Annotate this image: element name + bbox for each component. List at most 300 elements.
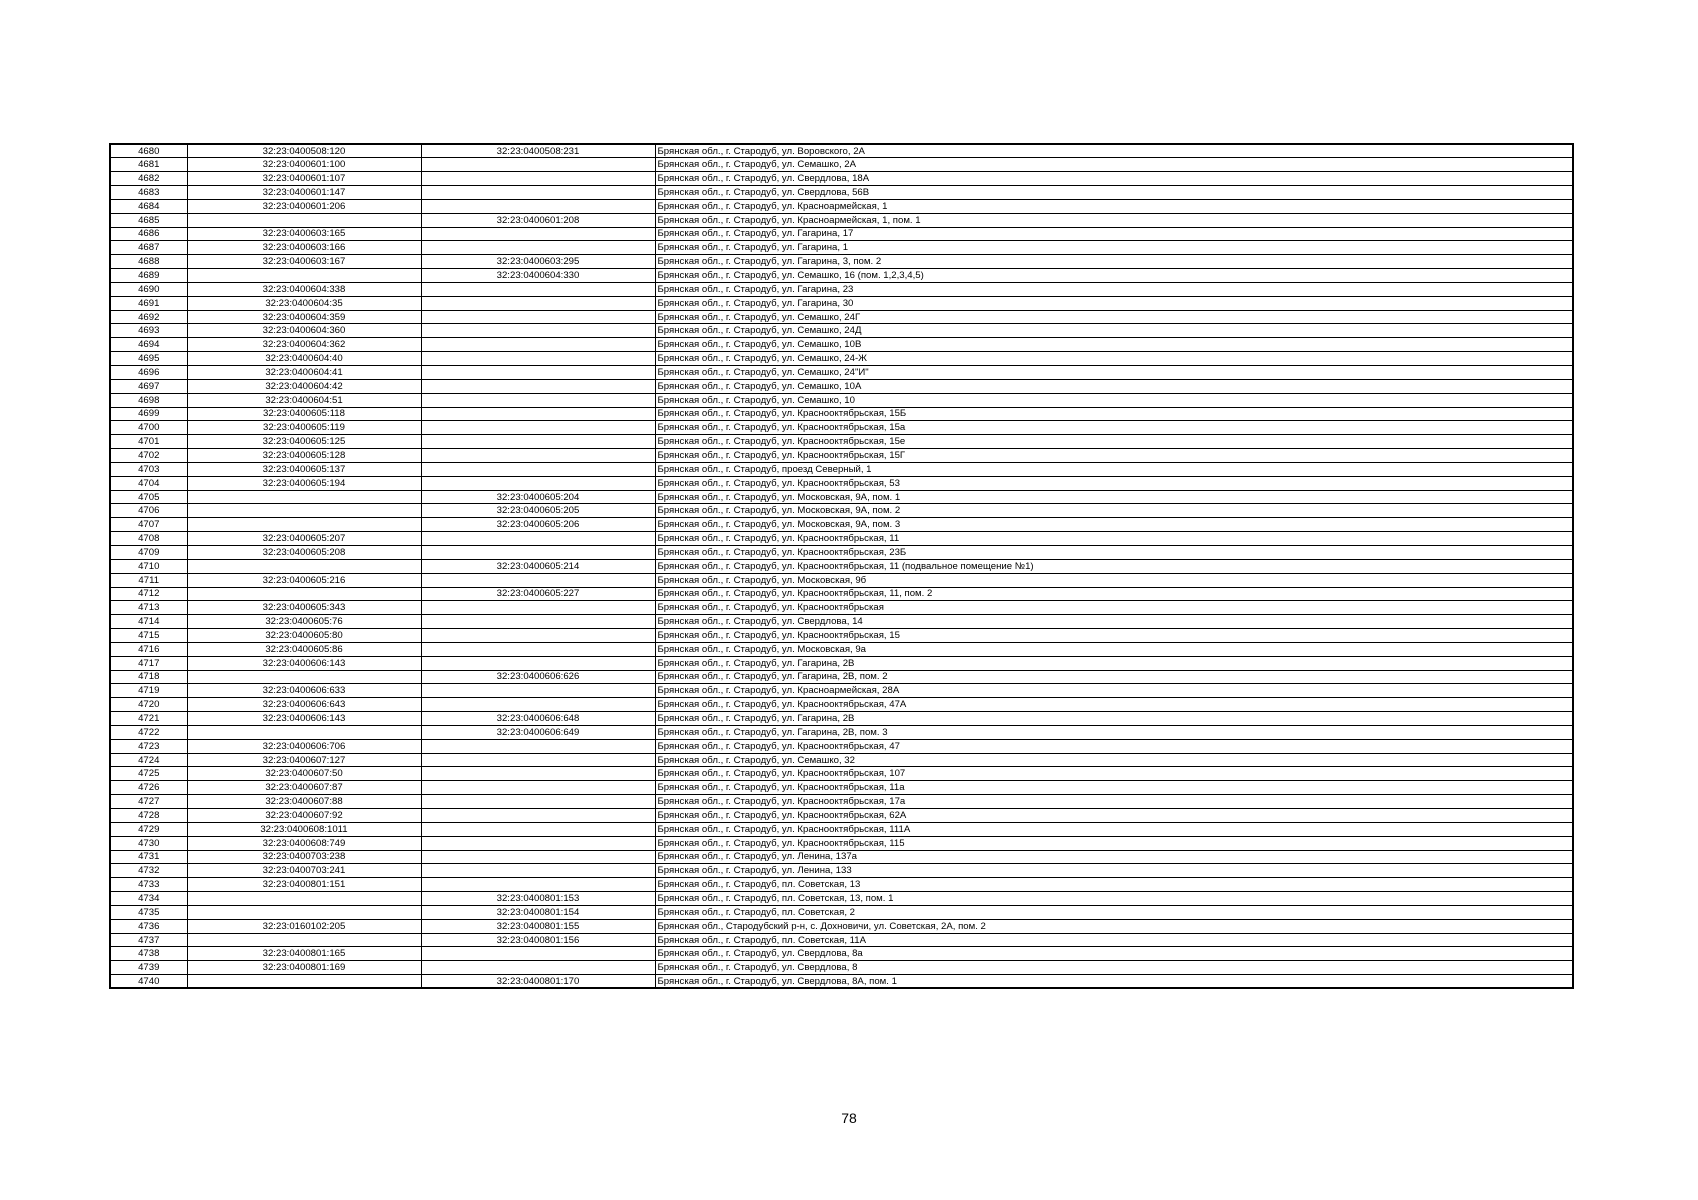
address-cell: Брянская обл., г. Стародуб, ул. Семашко, 10В [655, 338, 1573, 352]
address-cell: Брянская обл., г. Стародуб, проезд Северный, 1 [655, 462, 1573, 476]
address-cell: Брянская обл., г. Стародуб, ул. Московская, 9б [655, 573, 1573, 587]
cadastral-number-land-cell: 32:23:0400603:165 [187, 227, 421, 241]
row-number-cell: 4707 [110, 518, 187, 532]
table-row [110, 587, 1573, 601]
table-row [110, 324, 1573, 338]
table-row [110, 836, 1573, 850]
address-cell: Брянская обл., г. Стародуб, ул. Свердлова, 18А [655, 172, 1573, 186]
cadastral-number-object-cell: 32:23:0400605:205 [421, 504, 655, 518]
address-cell: Брянская обл., г. Стародуб, ул. Семашко, 24"И" [655, 366, 1573, 380]
address-cell: Брянская обл., Стародубский р-н, с. Дохновичи, ул. Советская, 2А, пом. 2 [655, 919, 1573, 933]
cadastral-number-land-cell [187, 269, 421, 283]
table-row [110, 961, 1573, 975]
row-number-cell: 4735 [110, 905, 187, 919]
row-number-cell: 4702 [110, 449, 187, 463]
cadastral-number-land-cell: 32:23:0400601:147 [187, 186, 421, 200]
row-number-cell: 4699 [110, 407, 187, 421]
cadastral-number-land-cell [187, 587, 421, 601]
row-number-cell: 4726 [110, 781, 187, 795]
table-row [110, 629, 1573, 643]
row-number-cell: 4712 [110, 587, 187, 601]
table-row [110, 366, 1573, 380]
table-row [110, 379, 1573, 393]
row-number-cell: 4717 [110, 656, 187, 670]
address-cell: Брянская обл., г. Стародуб, ул. Семашко, 32 [655, 753, 1573, 767]
cadastral-number-object-cell [421, 836, 655, 850]
cadastral-number-object-cell: 32:23:0400606:626 [421, 670, 655, 684]
cadastral-number-object-cell [421, 366, 655, 380]
row-number-cell: 4689 [110, 269, 187, 283]
cadastral-number-land-cell: 32:23:0400703:238 [187, 850, 421, 864]
row-number-cell: 4740 [110, 975, 187, 989]
table-row [110, 822, 1573, 836]
cadastral-number-object-cell [421, 601, 655, 615]
address-cell: Брянская обл., г. Стародуб, ул. Краснооктябрьская, 11, пом. 2 [655, 587, 1573, 601]
row-number-cell: 4734 [110, 892, 187, 906]
address-cell: Брянская обл., г. Стародуб, ул. Семашко, 24-Ж [655, 352, 1573, 366]
cadastral-number-land-cell: 32:23:0400604:360 [187, 324, 421, 338]
cadastral-number-land-cell: 32:23:0400604:42 [187, 379, 421, 393]
row-number-cell: 4705 [110, 490, 187, 504]
table-row [110, 670, 1573, 684]
cadastral-number-land-cell: 32:23:0400605:118 [187, 407, 421, 421]
cadastral-number-land-cell: 32:23:0400801:151 [187, 878, 421, 892]
row-number-cell: 4714 [110, 615, 187, 629]
table-row [110, 282, 1573, 296]
cadastral-number-land-cell: 32:23:0400601:100 [187, 158, 421, 172]
cadastral-number-object-cell [421, 435, 655, 449]
table-row [110, 559, 1573, 573]
table-row [110, 269, 1573, 283]
cadastral-number-land-cell: 32:23:0160102:205 [187, 919, 421, 933]
cadastral-number-object-cell: 32:23:0400801:153 [421, 892, 655, 906]
row-number-cell: 4725 [110, 767, 187, 781]
address-cell: Брянская обл., г. Стародуб, ул. Московская, 9А, пом. 3 [655, 518, 1573, 532]
table-row [110, 186, 1573, 200]
address-cell: Брянская обл., г. Стародуб, ул. Семашко, 10 [655, 393, 1573, 407]
table-body [110, 144, 1573, 988]
address-cell: Брянская обл., г. Стародуб, ул. Краснооктябрьская, 53 [655, 476, 1573, 490]
cadastral-number-object-cell [421, 199, 655, 213]
cadastral-number-land-cell: 32:23:0400605:119 [187, 421, 421, 435]
address-cell: Брянская обл., г. Стародуб, ул. Гагарина, 2В, пом. 3 [655, 725, 1573, 739]
cadastral-number-object-cell [421, 684, 655, 698]
row-number-cell: 4681 [110, 158, 187, 172]
cadastral-number-object-cell [421, 795, 655, 809]
address-cell: Брянская обл., г. Стародуб, ул. Семашко, 16 (пом. 1,2,3,4,5) [655, 269, 1573, 283]
cadastral-number-object-cell: 32:23:0400605:214 [421, 559, 655, 573]
table-row [110, 144, 1573, 158]
address-cell: Брянская обл., г. Стародуб, ул. Семашко, 24Г [655, 310, 1573, 324]
address-cell: Брянская обл., г. Стародуб, ул. Краснооктябрьская, 15Б [655, 407, 1573, 421]
cadastral-number-land-cell: 32:23:0400608:1011 [187, 822, 421, 836]
table-row [110, 172, 1573, 186]
cadastral-number-object-cell [421, 615, 655, 629]
address-cell: Брянская обл., г. Стародуб, ул. Свердлова, 8А, пом. 1 [655, 975, 1573, 989]
row-number-cell: 4695 [110, 352, 187, 366]
row-number-cell: 4730 [110, 836, 187, 850]
row-number-cell: 4729 [110, 822, 187, 836]
cadastral-number-land-cell: 32:23:0400605:216 [187, 573, 421, 587]
table-row [110, 241, 1573, 255]
address-cell: Брянская обл., г. Стародуб, ул. Воровского, 2А [655, 144, 1573, 158]
row-number-cell: 4720 [110, 698, 187, 712]
cadastral-number-object-cell [421, 310, 655, 324]
row-number-cell: 4728 [110, 809, 187, 823]
cadastral-number-object-cell [421, 573, 655, 587]
address-cell: Брянская обл., г. Стародуб, ул. Гагарина, 23 [655, 282, 1573, 296]
row-number-cell: 4687 [110, 241, 187, 255]
row-number-cell: 4733 [110, 878, 187, 892]
address-cell: Брянская обл., г. Стародуб, пл. Советская, 13 [655, 878, 1573, 892]
cadastral-number-object-cell [421, 338, 655, 352]
cadastral-number-object-cell [421, 532, 655, 546]
cadastral-number-land-cell: 32:23:0400607:50 [187, 767, 421, 781]
cadastral-number-object-cell [421, 158, 655, 172]
address-cell: Брянская обл., г. Стародуб, ул. Красноармейская, 1 [655, 199, 1573, 213]
table-row [110, 435, 1573, 449]
cadastral-number-land-cell: 32:23:0400604:362 [187, 338, 421, 352]
row-number-cell: 4683 [110, 186, 187, 200]
row-number-cell: 4690 [110, 282, 187, 296]
row-number-cell: 4704 [110, 476, 187, 490]
cadastral-number-land-cell: 32:23:0400605:86 [187, 642, 421, 656]
row-number-cell: 4684 [110, 199, 187, 213]
cadastral-number-object-cell [421, 961, 655, 975]
cadastral-number-land-cell: 32:23:0400605:137 [187, 462, 421, 476]
table-row [110, 338, 1573, 352]
row-number-cell: 4698 [110, 393, 187, 407]
cadastral-number-object-cell [421, 767, 655, 781]
cadastral-number-object-cell: 32:23:0400801:155 [421, 919, 655, 933]
cadastral-number-object-cell [421, 642, 655, 656]
table-row [110, 601, 1573, 615]
address-cell: Брянская обл., г. Стародуб, ул. Московская, 9А, пом. 2 [655, 504, 1573, 518]
cadastral-number-land-cell [187, 213, 421, 227]
cadastral-number-land-cell: 32:23:0400603:166 [187, 241, 421, 255]
row-number-cell: 4727 [110, 795, 187, 809]
address-cell: Брянская обл., г. Стародуб, ул. Краснооктябрьская, 15Г [655, 449, 1573, 463]
row-number-cell: 4718 [110, 670, 187, 684]
table-row [110, 892, 1573, 906]
address-cell: Брянская обл., г. Стародуб, ул. Краснооктябрьская, 23Б [655, 545, 1573, 559]
cadastral-number-land-cell: 32:23:0400604:51 [187, 393, 421, 407]
row-number-cell: 4709 [110, 545, 187, 559]
cadastral-number-object-cell [421, 781, 655, 795]
cadastral-number-land-cell: 32:23:0400606:143 [187, 712, 421, 726]
address-cell: Брянская обл., г. Стародуб, ул. Гагарина, 1 [655, 241, 1573, 255]
cadastral-number-land-cell [187, 905, 421, 919]
row-number-cell: 4696 [110, 366, 187, 380]
cadastral-number-object-cell [421, 324, 655, 338]
cadastral-number-object-cell [421, 947, 655, 961]
page-number: 78 [841, 1110, 857, 1126]
cadastral-number-land-cell: 32:23:0400608:749 [187, 836, 421, 850]
cadastral-number-object-cell [421, 545, 655, 559]
cadastral-number-land-cell [187, 490, 421, 504]
row-number-cell: 4711 [110, 573, 187, 587]
table-row [110, 850, 1573, 864]
address-cell: Брянская обл., г. Стародуб, ул. Свердлова, 8а [655, 947, 1573, 961]
table-row [110, 712, 1573, 726]
row-number-cell: 4739 [110, 961, 187, 975]
address-cell: Брянская обл., г. Стародуб, ул. Гагарина, 2В [655, 656, 1573, 670]
cadastral-number-object-cell [421, 449, 655, 463]
cadastral-number-object-cell: 32:23:0400508:231 [421, 144, 655, 158]
cadastral-number-land-cell: 32:23:0400604:338 [187, 282, 421, 296]
table-row [110, 545, 1573, 559]
row-number-cell: 4732 [110, 864, 187, 878]
address-cell: Брянская обл., г. Стародуб, ул. Семашко, 10А [655, 379, 1573, 393]
cadastral-number-object-cell [421, 656, 655, 670]
table-row [110, 795, 1573, 809]
address-cell: Брянская обл., г. Стародуб, ул. Ленина, 133 [655, 864, 1573, 878]
table-row [110, 476, 1573, 490]
cadastral-number-land-cell: 32:23:0400605:80 [187, 629, 421, 643]
row-number-cell: 4686 [110, 227, 187, 241]
address-cell: Брянская обл., г. Стародуб, ул. Краснооктябрьская, 15 [655, 629, 1573, 643]
table-row [110, 407, 1573, 421]
cadastral-number-object-cell: 32:23:0400605:206 [421, 518, 655, 532]
cadastral-number-object-cell [421, 462, 655, 476]
table-row [110, 158, 1573, 172]
cadastral-number-land-cell [187, 725, 421, 739]
address-cell: Брянская обл., г. Стародуб, ул. Московская, 9А, пом. 1 [655, 490, 1573, 504]
cadastral-number-land-cell: 32:23:0400604:35 [187, 296, 421, 310]
row-number-cell: 4691 [110, 296, 187, 310]
address-cell: Брянская обл., г. Стародуб, ул. Ленина, 137а [655, 850, 1573, 864]
table-row [110, 975, 1573, 989]
cadastral-number-object-cell [421, 421, 655, 435]
table-row [110, 490, 1573, 504]
cadastral-number-object-cell [421, 172, 655, 186]
cadastral-number-land-cell: 32:23:0400603:167 [187, 255, 421, 269]
cadastral-number-land-cell: 32:23:0400607:88 [187, 795, 421, 809]
table-row [110, 393, 1573, 407]
address-cell: Брянская обл., г. Стародуб, ул. Краснооктябрьская, 47 [655, 739, 1573, 753]
cadastral-number-land-cell: 32:23:0400606:633 [187, 684, 421, 698]
table-row [110, 462, 1573, 476]
address-cell: Брянская обл., г. Стародуб, пл. Советская, 11А [655, 933, 1573, 947]
row-number-cell: 4721 [110, 712, 187, 726]
cadastral-number-land-cell: 32:23:0400607:87 [187, 781, 421, 795]
cadastral-number-object-cell [421, 393, 655, 407]
cadastral-number-land-cell: 32:23:0400604:40 [187, 352, 421, 366]
cadastral-number-object-cell [421, 809, 655, 823]
row-number-cell: 4682 [110, 172, 187, 186]
address-cell: Брянская обл., г. Стародуб, ул. Краснооктябрьская, 15а [655, 421, 1573, 435]
cadastral-number-object-cell [421, 227, 655, 241]
row-number-cell: 4706 [110, 504, 187, 518]
table-row [110, 656, 1573, 670]
table-row [110, 615, 1573, 629]
cadastral-number-land-cell: 32:23:0400604:359 [187, 310, 421, 324]
cadastral-number-object-cell: 32:23:0400601:208 [421, 213, 655, 227]
address-cell: Брянская обл., г. Стародуб, ул. Краснооктябрьская, 107 [655, 767, 1573, 781]
cadastral-number-land-cell: 32:23:0400605:343 [187, 601, 421, 615]
cadastral-number-land-cell: 32:23:0400605:76 [187, 615, 421, 629]
address-cell: Брянская обл., г. Стародуб, ул. Краснооктябрьская, 17а [655, 795, 1573, 809]
cadastral-number-object-cell [421, 296, 655, 310]
table-row [110, 905, 1573, 919]
table-row [110, 919, 1573, 933]
row-number-cell: 4708 [110, 532, 187, 546]
cadastral-number-land-cell: 32:23:0400801:169 [187, 961, 421, 975]
cadastral-number-land-cell: 32:23:0400601:206 [187, 199, 421, 213]
address-cell: Брянская обл., г. Стародуб, ул. Гагарина, 2В [655, 712, 1573, 726]
row-number-cell: 4731 [110, 850, 187, 864]
table-row [110, 421, 1573, 435]
cadastral-number-object-cell: 32:23:0400605:227 [421, 587, 655, 601]
address-cell: Брянская обл., г. Стародуб, ул. Свердлова, 56В [655, 186, 1573, 200]
row-number-cell: 4680 [110, 144, 187, 158]
row-number-cell: 4719 [110, 684, 187, 698]
row-number-cell: 4694 [110, 338, 187, 352]
cadastral-number-object-cell: 32:23:0400801:154 [421, 905, 655, 919]
table-row [110, 532, 1573, 546]
cadastral-number-land-cell: 32:23:0400801:165 [187, 947, 421, 961]
cadastral-number-land-cell [187, 559, 421, 573]
address-cell: Брянская обл., г. Стародуб, ул. Краснооктябрьская, 11а [655, 781, 1573, 795]
cadastral-number-object-cell [421, 739, 655, 753]
address-cell: Брянская обл., г. Стародуб, ул. Семашко, 2А [655, 158, 1573, 172]
address-cell: Брянская обл., г. Стародуб, ул. Краснооктябрьская, 115 [655, 836, 1573, 850]
row-number-cell: 4693 [110, 324, 187, 338]
table-row [110, 933, 1573, 947]
cadastral-number-object-cell: 32:23:0400604:330 [421, 269, 655, 283]
address-cell: Брянская обл., г. Стародуб, ул. Московская, 9а [655, 642, 1573, 656]
cadastral-number-object-cell [421, 186, 655, 200]
cadastral-number-object-cell: 32:23:0400606:649 [421, 725, 655, 739]
row-number-cell: 4737 [110, 933, 187, 947]
cadastral-number-land-cell: 32:23:0400605:194 [187, 476, 421, 490]
cadastral-number-object-cell [421, 864, 655, 878]
table-row [110, 296, 1573, 310]
table-row [110, 684, 1573, 698]
row-number-cell: 4724 [110, 753, 187, 767]
address-cell: Брянская обл., г. Стародуб, ул. Краснооктябрьская [655, 601, 1573, 615]
cadastral-number-object-cell [421, 241, 655, 255]
cadastral-number-land-cell: 32:23:0400605:208 [187, 545, 421, 559]
cadastral-number-object-cell [421, 822, 655, 836]
cadastral-number-object-cell [421, 698, 655, 712]
cadastral-number-land-cell: 32:23:0400607:127 [187, 753, 421, 767]
cadastral-number-object-cell: 32:23:0400801:156 [421, 933, 655, 947]
cadastral-number-land-cell: 32:23:0400605:125 [187, 435, 421, 449]
cadastral-number-object-cell [421, 352, 655, 366]
table-row [110, 352, 1573, 366]
row-number-cell: 4715 [110, 629, 187, 643]
row-number-cell: 4692 [110, 310, 187, 324]
table-row [110, 725, 1573, 739]
cadastral-number-object-cell: 32:23:0400801:170 [421, 975, 655, 989]
table-row [110, 518, 1573, 532]
row-number-cell: 4703 [110, 462, 187, 476]
cadastral-number-object-cell [421, 282, 655, 296]
address-cell: Брянская обл., г. Стародуб, пл. Советская, 13, пом. 1 [655, 892, 1573, 906]
table-row [110, 947, 1573, 961]
address-cell: Брянская обл., г. Стародуб, ул. Гагарина, 17 [655, 227, 1573, 241]
row-number-cell: 4701 [110, 435, 187, 449]
address-cell: Брянская обл., г. Стародуб, ул. Краснооктябрьская, 11 [655, 532, 1573, 546]
table-row [110, 227, 1573, 241]
address-cell: Брянская обл., г. Стародуб, ул. Гагарина, 2В, пом. 2 [655, 670, 1573, 684]
address-cell: Брянская обл., г. Стародуб, ул. Красноармейская, 1, пом. 1 [655, 213, 1573, 227]
row-number-cell: 4688 [110, 255, 187, 269]
cadastral-number-land-cell: 32:23:0400605:128 [187, 449, 421, 463]
table-row [110, 213, 1573, 227]
cadastral-number-land-cell: 32:23:0400605:207 [187, 532, 421, 546]
row-number-cell: 4710 [110, 559, 187, 573]
cadastral-number-land-cell: 32:23:0400601:107 [187, 172, 421, 186]
cadastral-number-land-cell: 32:23:0400604:41 [187, 366, 421, 380]
table-row [110, 809, 1573, 823]
address-cell: Брянская обл., г. Стародуб, ул. Краснооктябрьская, 111А [655, 822, 1573, 836]
cadastral-number-land-cell: 32:23:0400606:643 [187, 698, 421, 712]
table-row [110, 573, 1573, 587]
table-row [110, 739, 1573, 753]
cadastral-number-land-cell [187, 670, 421, 684]
address-cell: Брянская обл., г. Стародуб, ул. Краснооктябрьская, 62А [655, 809, 1573, 823]
cadastral-number-land-cell [187, 933, 421, 947]
cadastral-number-object-cell: 32:23:0400606:648 [421, 712, 655, 726]
cadastral-number-object-cell [421, 850, 655, 864]
cadastral-number-object-cell: 32:23:0400603:295 [421, 255, 655, 269]
table-row [110, 767, 1573, 781]
table-row [110, 449, 1573, 463]
address-cell: Брянская обл., г. Стародуб, пл. Советская, 2 [655, 905, 1573, 919]
address-cell: Брянская обл., г. Стародуб, ул. Свердлова, 14 [655, 615, 1573, 629]
address-cell: Брянская обл., г. Стародуб, ул. Гагарина, 30 [655, 296, 1573, 310]
cadastral-number-object-cell [421, 878, 655, 892]
row-number-cell: 4700 [110, 421, 187, 435]
cadastral-number-land-cell [187, 518, 421, 532]
cadastral-number-object-cell: 32:23:0400605:204 [421, 490, 655, 504]
address-cell: Брянская обл., г. Стародуб, ул. Семашко, 24Д [655, 324, 1573, 338]
cadastral-number-land-cell [187, 975, 421, 989]
cadastral-number-object-cell [421, 407, 655, 421]
cadastral-number-land-cell: 32:23:0400607:92 [187, 809, 421, 823]
cadastral-number-land-cell: 32:23:0400606:706 [187, 739, 421, 753]
cadastral-number-land-cell: 32:23:0400606:143 [187, 656, 421, 670]
address-cell: Брянская обл., г. Стародуб, ул. Свердлова, 8 [655, 961, 1573, 975]
table-row [110, 255, 1573, 269]
table-row [110, 199, 1573, 213]
address-cell: Брянская обл., г. Стародуб, ул. Краснооктябрьская, 11 (подвальное помещение №1) [655, 559, 1573, 573]
address-cell: Брянская обл., г. Стародуб, ул. Краснооктябрьская, 15е [655, 435, 1573, 449]
table-row [110, 504, 1573, 518]
row-number-cell: 4685 [110, 213, 187, 227]
table-row [110, 642, 1573, 656]
address-cell: Брянская обл., г. Стародуб, ул. Гагарина, 3, пом. 2 [655, 255, 1573, 269]
cadastral-number-object-cell [421, 476, 655, 490]
address-cell: Брянская обл., г. Стародуб, ул. Краснооктябрьская, 47А [655, 698, 1573, 712]
row-number-cell: 4713 [110, 601, 187, 615]
row-number-cell: 4723 [110, 739, 187, 753]
cadastral-number-object-cell [421, 753, 655, 767]
cadastral-number-land-cell: 32:23:0400703:241 [187, 864, 421, 878]
table-row [110, 781, 1573, 795]
property-register-table [109, 143, 1574, 989]
row-number-cell: 4736 [110, 919, 187, 933]
row-number-cell: 4697 [110, 379, 187, 393]
table-row [110, 878, 1573, 892]
cadastral-number-object-cell [421, 629, 655, 643]
row-number-cell: 4716 [110, 642, 187, 656]
table-row [110, 310, 1573, 324]
cadastral-number-land-cell [187, 892, 421, 906]
table-row [110, 698, 1573, 712]
